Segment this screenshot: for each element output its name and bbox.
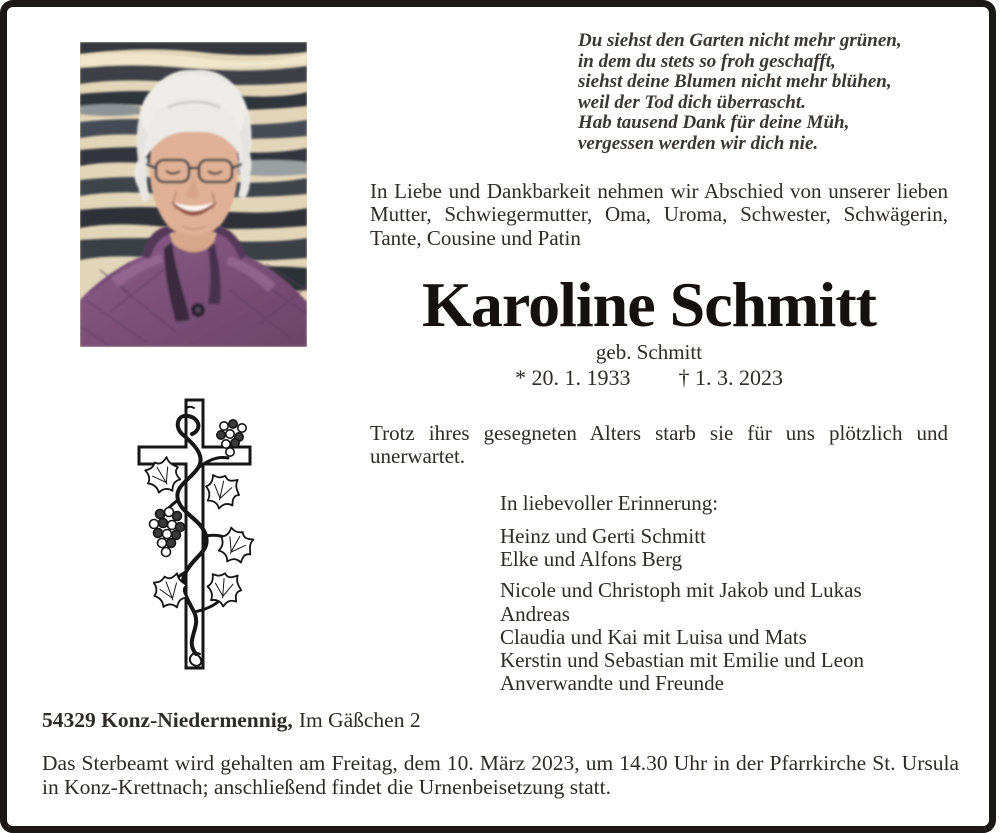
portrait-photo-image (80, 42, 307, 347)
poem-line: siehst deine Blumen nicht mehr blühen, (578, 71, 892, 92)
maiden-name: geb. Schmitt (595, 340, 703, 364)
deceased-name: Karoline Schmitt (422, 269, 876, 340)
mourner-line: Heinz und Gerti Schmitt (500, 524, 706, 548)
portrait-photo (80, 42, 307, 347)
mourner-line: Claudia und Kai mit Luisa und Mats (500, 624, 807, 649)
farewell-intro: In Liebe und Dankbarkeit nehmen wir Abschied von unserer lieben Mutter, Schwiegermutter, Oma, Uroma, Schwester, Schwägerin, Tante, Cousine und Patin (370, 179, 948, 250)
death-date: † 1. 3. 2023 (678, 365, 783, 390)
poem-line: Hab tausend Dank für deine Müh, (578, 112, 850, 133)
address-city: 54329 Konz-Niedermennig, (42, 708, 293, 732)
mourners-extended-group (500, 579, 864, 695)
mourners-close-group (500, 525, 864, 571)
poem-line: vergessen werden wir dich nie. (578, 132, 819, 154)
cross-vine-illustration (136, 396, 256, 674)
mourner-line: Andreas (500, 601, 570, 626)
cross-vine-image (136, 396, 256, 674)
memorial-poem (578, 31, 978, 154)
remembrance-heading: In liebevoller Erinnerung: (500, 491, 719, 515)
mourner-line: Kerstin und Sebastian mit Emilie und Leon (500, 648, 864, 673)
poem-line: weil der Tod dich überrascht. (578, 91, 806, 113)
death-notice: Trotz ihres gesegneten Alters starb sie für uns plötzlich und unerwartet. (370, 421, 948, 469)
address-street: Im Gäßchen 2 (298, 708, 421, 732)
mourner-line: Nicole und Christoph mit Jakob und Lukas (500, 578, 862, 603)
mourners-list (500, 525, 864, 695)
service-info: Das Sterbeamt wird gehalten am Freitag, dem 10. März 2023, um 14.30 Uhr in der Pfarrkirche St. Ursula in Konz-Krettnach; anschließend findet die Urnenbeisetzung statt. (42, 751, 959, 799)
mourner-line: Elke und Alfons Berg (500, 547, 683, 572)
address-line (42, 708, 421, 732)
grape-cluster (150, 508, 185, 557)
birth-date: * 20. 1. 1933 (515, 365, 631, 390)
deceased-name-block (360, 269, 938, 390)
poem-line: Du siehst den Garten nicht mehr grünen, (578, 30, 902, 51)
poem-line: in dem du stets so froh geschafft, (578, 50, 836, 72)
mourner-line: Anverwandte und Freunde (500, 671, 724, 696)
life-dates (360, 366, 938, 389)
